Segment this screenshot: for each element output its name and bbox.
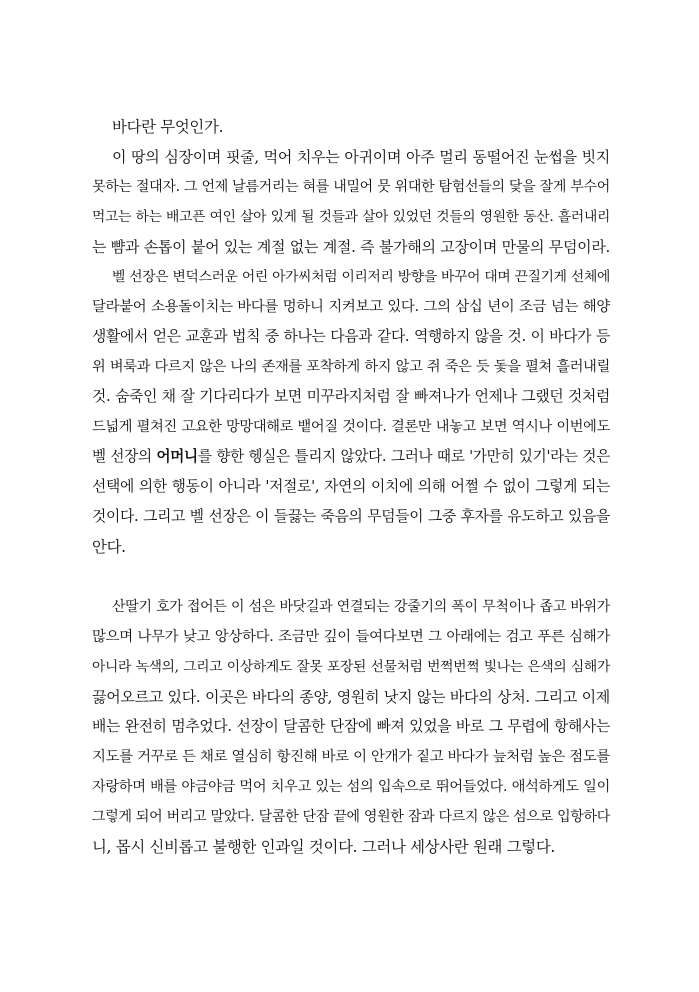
- paragraph-block-2: [92, 592, 610, 862]
- text-line: 먹고는 하는 배고픈 여인 살아 있게 될 것들과 살아 있었던 것들의 영원한 동산. 흘러내리: [92, 209, 610, 225]
- text-line: 산딸기 호가 접어든 이 섬은 바닷길과 연결되는 강줄기의 폭이 무척이나 좁고 바위가: [112, 599, 610, 615]
- text-fragment: 벨 선장의: [92, 448, 157, 465]
- text-line: 달라붙어 소용돌이치는 바다를 멍하니 지켜보고 있다. 그의 삼십 년이 조금 넘는 해양: [92, 299, 610, 315]
- text-line-last: 니, 몹시 신비롭고 불행한 인과일 것이다. 그러나 세상사란 원래 그렇다.: [92, 838, 555, 856]
- text-line: 것이다. 그리고 벨 선장은 이 들끓는 죽음의 무덤들이 그중 후자를 유도하고 있음을: [92, 508, 610, 525]
- text-line: 지도를 거꾸로 든 채로 열심히 항진해 바로 이 안개가 짙고 바다가 늪처럼 높은 점도를: [92, 749, 611, 765]
- text-line: 선택에 의한 행동이 아니라 '저절로', 자연의 이치에 의해 어쩔 수 없이 그렇게 되는: [92, 478, 610, 495]
- text-line: 끓어오르고 있다. 이곳은 바다의 종양, 영원히 낫지 않는 바다의 상처. 그리고 이제: [92, 688, 610, 706]
- text-line: 그렇게 되어 버리고 말았다. 달콤한 단잠 끝에 영원한 잠과 다르지 않은 섬으로 입항하다: [92, 809, 610, 825]
- text-line: 드넓게 펼쳐진 고요한 망망대해로 뱉어질 것이다. 결론만 내놓고 보면 역시나 이번에도: [92, 419, 610, 435]
- emphasis-word-mother: 어머니: [156, 448, 198, 465]
- text-line: 벨 선장은 변덕스러운 어린 아가씨처럼 이리저리 방향을 바꾸어 대며 끈질기게 선체에: [112, 269, 610, 285]
- paragraph-block-1: [92, 112, 610, 562]
- text-line: 이 땅의 심장이며 핏줄, 먹어 치우는 아귀이며 아주 멀리 동떨어진 눈썹을 빗지: [112, 148, 610, 166]
- text-line: 많으며 나무가 낮고 앙상하다. 조금만 깊이 들여다보면 그 아래에는 검고 푸른 심해가: [92, 629, 610, 645]
- text-line-with-emphasis: [92, 442, 610, 472]
- text-line: 것. 숨죽인 채 잘 기다리다가 보면 미꾸라지처럼 잘 빠져나가 언제나 그랬던 것처럼: [92, 388, 610, 405]
- text-line: 는 뺨과 손톱이 붙어 있는 계절 없는 계절. 즉 불가해의 고장이며 만물의 무덤이라.: [92, 238, 610, 256]
- text-fragment: 를 향한 헹실은 틀리지 않았다. 그러나 때로 '가만히 있기'라는 것은: [197, 448, 610, 465]
- paragraph-title-line: 바다란 무엇인가.: [112, 118, 224, 136]
- text-line: 못하는 절대자. 그 언제 날름거리는 혀를 내밀어 뭇 위대한 탐험선들의 닻을 잘게 부수어: [92, 179, 610, 195]
- text-line: 배는 완전히 멈추었다. 선장이 달콤한 단잠에 빠져 있었을 바로 그 무렵에 항해사는: [92, 718, 610, 735]
- text-line: 위 벼룩과 다르지 않은 나의 존재를 포착하게 하지 않고 쥐 죽은 듯 돛을 펼쳐 흘러내릴: [92, 359, 610, 375]
- text-line: 아니라 녹색의, 그리고 이상하게도 잘못 포장된 선물처럼 번쩍번쩍 빛나는 은색의 심해가: [92, 659, 610, 675]
- text-line-last: 안다.: [92, 538, 126, 556]
- text-line: 자랑하며 배를 야금야금 먹어 치우고 있는 섬의 입속으로 뛰어들었다. 애석하게도 일이: [92, 779, 610, 795]
- text-line: 생활에서 얻은 교훈과 법칙 중 하나는 다음과 같다. 역행하지 않을 것. 이 바다가 등: [92, 328, 610, 345]
